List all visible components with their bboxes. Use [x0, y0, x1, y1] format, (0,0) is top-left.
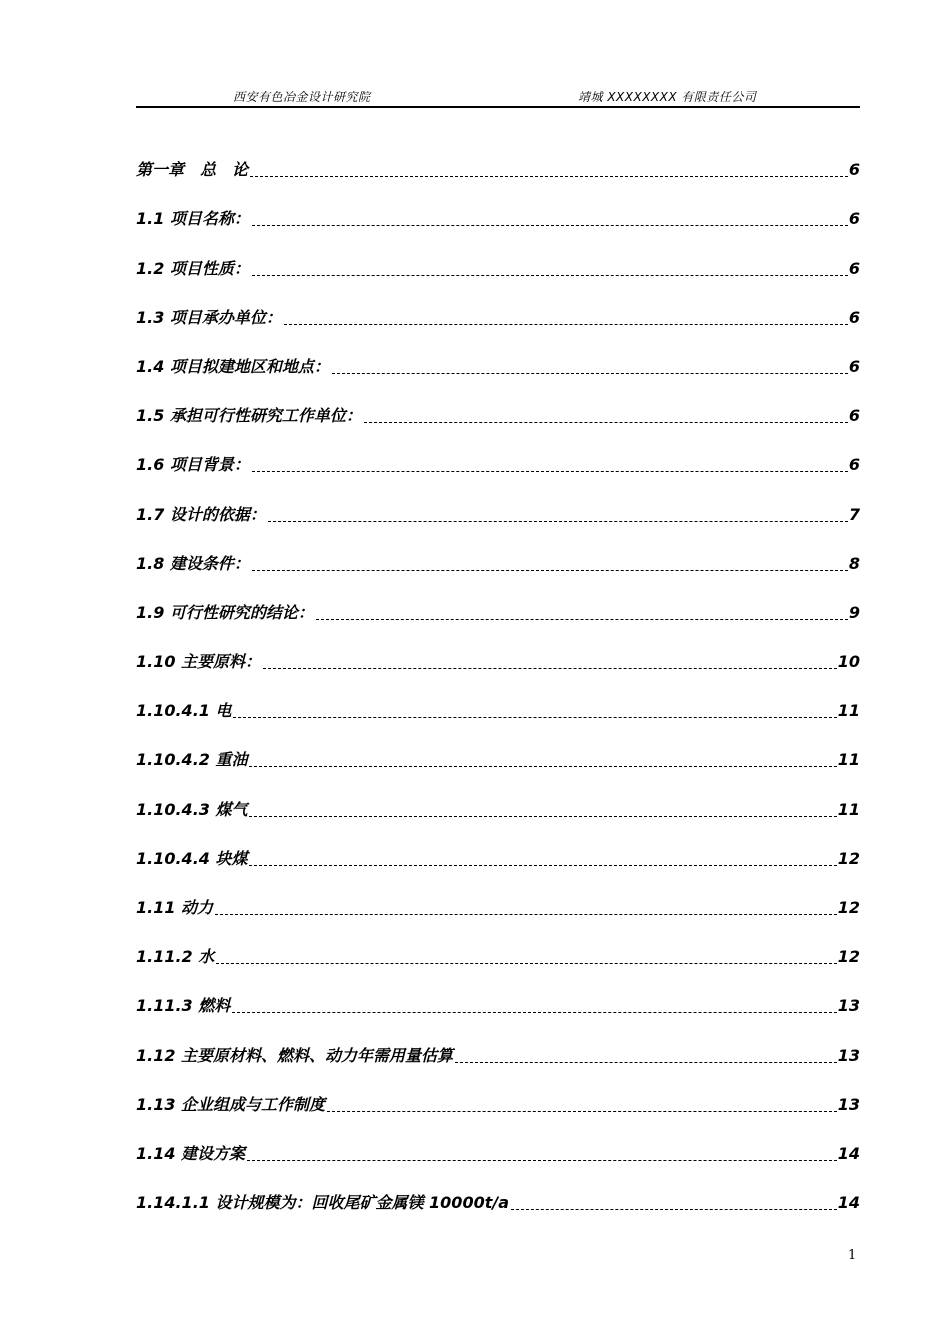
toc-entry-title: 第一章 总 论 — [136, 160, 249, 180]
toc-leader-dashes — [249, 865, 836, 866]
toc-entry-page: 14 — [837, 1143, 860, 1163]
toc-entry-title: 1.5 承担可行性研究工作单位： — [136, 406, 362, 426]
toc-leader-dashes — [252, 570, 848, 571]
toc-leader-dashes — [249, 766, 836, 767]
toc-entry-title: 1.8 建设条件： — [136, 553, 250, 573]
toc-entry[interactable] — [136, 528, 860, 577]
toc-entry-page: 11 — [837, 799, 860, 819]
toc-leader-dashes — [364, 422, 848, 423]
toc-entry-title: 1.6 项目背景： — [136, 455, 250, 475]
toc-entry-title: 1.9 可行性研究的结论： — [136, 602, 314, 622]
toc-entry-page: 12 — [837, 848, 860, 868]
toc-entry[interactable] — [136, 724, 860, 773]
toc-entry[interactable] — [136, 1167, 860, 1216]
header-rule — [136, 106, 860, 108]
toc-entry[interactable] — [136, 183, 860, 232]
toc-entry-title: 1.11 动力 — [136, 898, 214, 917]
toc-leader-dashes — [327, 1111, 837, 1112]
toc-entry-title: 1.7 设计的依据： — [136, 504, 266, 524]
toc-leader-dashes — [511, 1209, 837, 1210]
toc-entry-page: 11 — [837, 701, 860, 721]
toc-entry-page: 10 — [837, 652, 860, 672]
toc-entry-title: 1.11.3 燃料 — [136, 996, 231, 1016]
toc-entry-title: 1.14.1.1 设计规模为：回收尾矿金属镁 10000t/a — [136, 1193, 509, 1213]
toc-leader-dashes — [249, 816, 836, 817]
toc-entry-page: 13 — [837, 1094, 860, 1114]
toc-leader-dashes — [252, 225, 848, 226]
toc-entry[interactable] — [136, 282, 860, 331]
toc-entry[interactable] — [136, 1118, 860, 1167]
toc-leader-dashes — [268, 521, 848, 522]
toc-entry[interactable] — [136, 773, 860, 822]
page-number: 1 — [848, 1248, 857, 1263]
toc-entry[interactable] — [136, 1019, 860, 1068]
toc-entry-page: 6 — [848, 356, 860, 376]
toc-entry-page: 13 — [837, 1045, 860, 1065]
toc-entry-title: 1.4 项目拟建地区和地点： — [136, 356, 330, 376]
toc-entry-page: 12 — [837, 947, 860, 967]
toc-entry[interactable] — [136, 478, 860, 527]
header-right-text: 靖城 XXXXXXXX 有限责任公司 — [578, 90, 757, 104]
toc-leader-dashes — [252, 275, 848, 276]
toc-entry[interactable] — [136, 380, 860, 429]
toc-leader-dashes — [215, 914, 837, 915]
toc-entry[interactable] — [136, 823, 860, 872]
toc-entry-page: 7 — [848, 504, 860, 524]
page-header — [136, 86, 860, 106]
toc-entry[interactable] — [136, 331, 860, 380]
toc-entry-title: 1.12 主要原材料、燃料、动力年需用量估算 — [136, 1045, 454, 1065]
toc-entry-title: 1.10.4.4 块煤 — [136, 848, 248, 868]
toc-entry-title: 1.13 企业组成与工作制度 — [136, 1094, 326, 1114]
toc-leader-dashes — [233, 717, 836, 718]
toc-entry-title: 1.10.4.3 煤气 — [136, 799, 248, 819]
toc-entry-title: 1.10 主要原料： — [136, 652, 262, 672]
toc-leader-dashes — [263, 668, 837, 669]
toc-entry-title: 1.11.2 水 — [136, 947, 215, 967]
toc-entry-title: 1.14 建设方案 — [136, 1143, 246, 1163]
toc-leader-dashes — [284, 324, 848, 325]
toc-leader-dashes — [316, 619, 848, 620]
toc-entry[interactable] — [136, 872, 860, 921]
toc-entry[interactable] — [136, 626, 860, 675]
toc-entry-title: 1.2 项目性质： — [136, 258, 250, 278]
toc-leader-dashes — [252, 471, 848, 472]
toc-entry-page: 14 — [837, 1193, 860, 1213]
toc-entry-page: 6 — [848, 406, 860, 426]
toc-entry-title: 1.3 项目承办单位： — [136, 307, 282, 327]
toc-entry-title: 1.10.4.2 重油 — [136, 750, 248, 770]
toc-entry-page: 9 — [848, 602, 860, 622]
toc-leader-dashes — [247, 1160, 837, 1161]
toc-entry[interactable] — [136, 134, 860, 183]
toc-entry[interactable] — [136, 429, 860, 478]
toc-leader-dashes — [250, 176, 848, 177]
toc-entry-page: 6 — [848, 455, 860, 475]
toc-leader-dashes — [216, 963, 836, 964]
toc-entry[interactable] — [136, 921, 860, 970]
toc-entry-page: 6 — [848, 307, 860, 327]
toc-entry[interactable] — [136, 970, 860, 1019]
toc-entry-page: 11 — [837, 750, 860, 770]
toc-entry[interactable] — [136, 675, 860, 724]
toc-entry-title: 1.1 项目名称： — [136, 209, 250, 229]
toc-entry-page: 8 — [848, 553, 860, 573]
toc-entry-page: 12 — [837, 898, 860, 917]
toc-leader-dashes — [232, 1012, 836, 1013]
toc-entry-page: 6 — [848, 160, 860, 180]
header-left-text: 西安有色冶金设计研究院 — [233, 90, 371, 104]
toc-entry[interactable] — [136, 1069, 860, 1118]
toc-entry[interactable] — [136, 577, 860, 626]
table-of-contents — [136, 134, 860, 1216]
toc-entry-title: 1.10.4.1 电 — [136, 701, 232, 721]
toc-entry-page: 6 — [848, 209, 860, 229]
toc-leader-dashes — [332, 373, 848, 374]
toc-entry-page: 13 — [837, 996, 860, 1016]
toc-entry-page: 6 — [848, 258, 860, 278]
toc-leader-dashes — [455, 1062, 837, 1063]
toc-entry[interactable] — [136, 232, 860, 281]
